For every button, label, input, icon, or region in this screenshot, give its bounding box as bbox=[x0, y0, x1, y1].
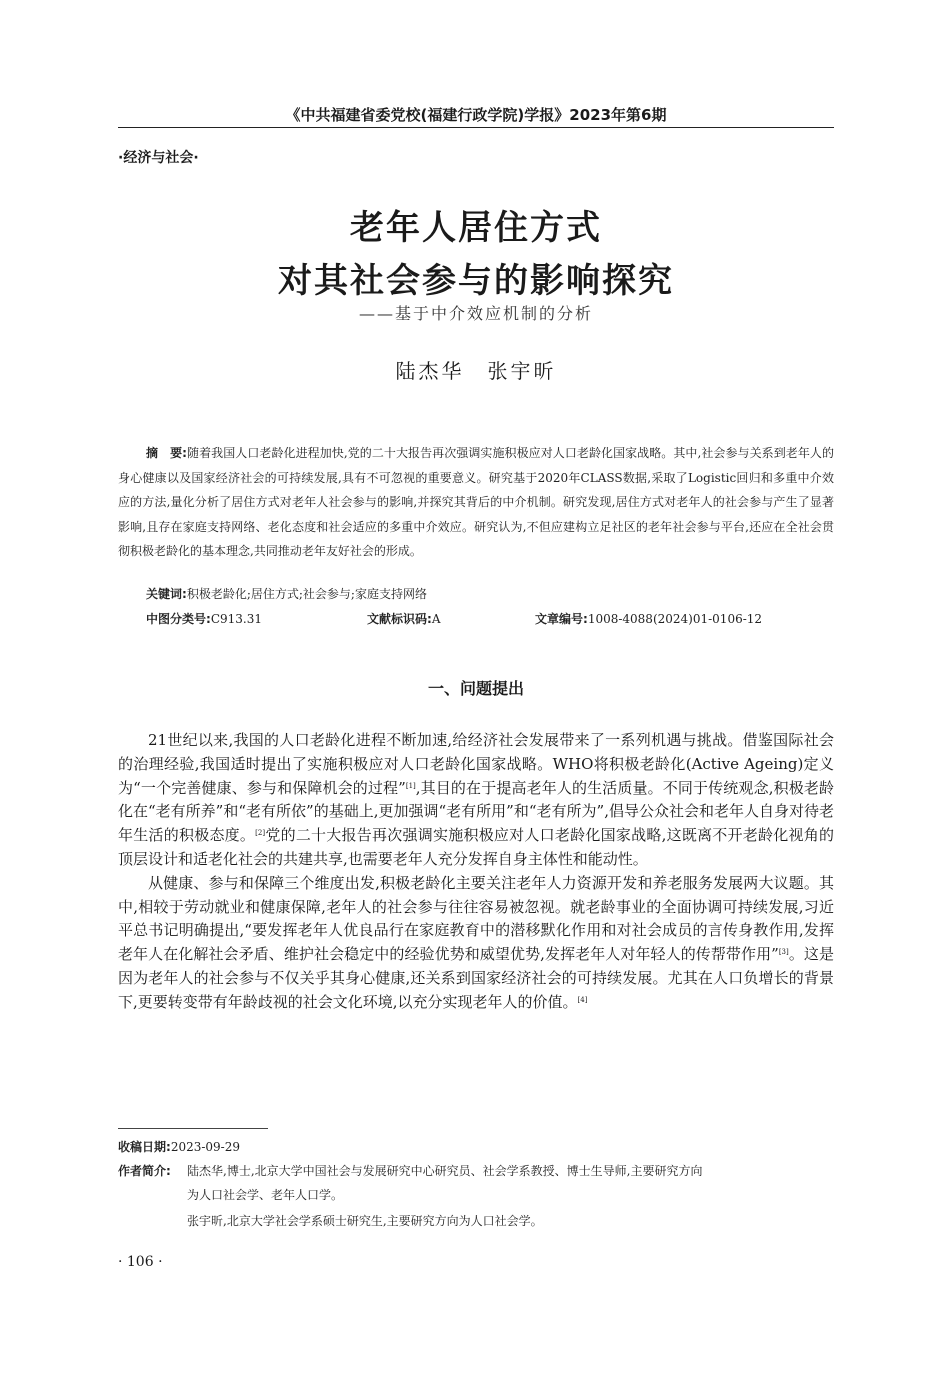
abstract-text: 随着我国人口老龄化进程加快,党的二十大报告再次强调实施积极应对人口老龄化国家战略。其中,社会参与关系到老年人的身心健康以及国家经济社会的可持续发展,具有不可忽视的重要意义。研究基于2020年CLASS数据,采取了Logistic回归和多重中介效应的方法,量化分析了居住方式对老年人社会参与的影响,并探究其背后的中介机制。研究发现,居住方式对老年人的社会参与产生了显著影响,且存在家庭支持网络、老化态度和社会适应的多重中介效应。研究认为,不但应建构立足社区的老年社会参与平台,还应在全社会贯彻积极老龄化的基本理念,共同推动老年友好社会的形成。 bbox=[118, 446, 834, 558]
title-line-1: 老年人居住方式 bbox=[350, 208, 602, 248]
document-code-value: A bbox=[431, 612, 441, 626]
section-tag: ·经济与社会· bbox=[118, 150, 199, 166]
received-date bbox=[118, 1138, 240, 1155]
subtitle: ——基于中介效应机制的分析 bbox=[358, 304, 593, 323]
received-value: 2023-09-29 bbox=[170, 1140, 240, 1154]
author-bio-2: 张宇昕,北京大学社会学系硕士研究生,主要研究方向为人口社会学。 bbox=[187, 1214, 543, 1228]
article-number-value: 1008-4088(2024)01-0106-12 bbox=[587, 612, 763, 626]
footnote-divider bbox=[118, 1128, 268, 1129]
page-number: · 106 · bbox=[118, 1254, 163, 1270]
received-label: 收稿日期: bbox=[118, 1140, 171, 1154]
citation: [2] bbox=[255, 829, 266, 838]
document-code-label: 文献标识码: bbox=[367, 612, 432, 626]
paragraph: 21世纪以来,我国的人口老龄化进程不断加速,给经济社会发展带来了一系列机遇与挑战。借鉴国际社会的治理经验,我国适时提出了实施积极应对人口老龄化国家战略。WHO将积极老龄化(Active Ageing)定义为“一个完善健康、参与和保障机会的过程”[1],其目的在于提高老年人的生活质量。不同于传统观念,积极老龄化在“老有所养”和“老有所依”的基础上,更加强调“老有所用”和“老有所为”,倡导公众社会和老年人自身对待老年生活的积极态度。[2]党的二十大报告再次强调实施积极应对人口老龄化国家战略,这既离不开老龄化视角的顶层设计和适老化社会的共建共享,也需要老年人充分发挥自身主体性和能动性。 bbox=[118, 731, 834, 868]
author-bio-1-line-1: 陆杰华,博士,北京大学中国社会与发展研究中心研究员、社会学系教授、博士生导师,主要研究方向 bbox=[187, 1164, 703, 1178]
header-divider bbox=[118, 127, 834, 128]
citation: [1] bbox=[405, 781, 416, 790]
paragraph: 从健康、参与和保障三个维度出发,积极老龄化主要关注老年人力资源开发和养老服务发展两大议题。其中,相较于劳动就业和健康保障,老年人的社会参与往往容易被忽视。就老龄事业的全面协调可持续发展,习近平总书记明确提出,“要发挥老年人优良品行在家庭教育中的潜移默化作用和对社会成员的言传身教作用,发挥老年人在化解社会矛盾、维护社会稳定中的经验优势和威望优势,发挥老年人对年轻人的传帮带作用”[3]。这是因为老年人的社会参与不仅关乎其身心健康,还关系到国家经济社会的可持续发展。尤其在人口负增长的背景下,更要转变带有年龄歧视的社会文化环境,以充分实现老年人的价值。[4] bbox=[118, 873, 834, 1011]
citation: [4] bbox=[577, 995, 588, 1004]
citation: [3] bbox=[778, 948, 789, 957]
article-number-label: 文章编号: bbox=[535, 612, 588, 626]
keywords-text: 积极老龄化;居住方式;社会参与;家庭支持网络 bbox=[186, 587, 427, 601]
article-number bbox=[535, 610, 762, 627]
section-heading: 一、问题提出 bbox=[427, 679, 524, 698]
body-text bbox=[118, 729, 834, 1015]
keywords-label: 关键词: bbox=[146, 587, 187, 601]
document-code bbox=[367, 610, 440, 627]
authors: 陆杰华 张宇昕 bbox=[395, 359, 557, 383]
author-bio-label: 作者简介: bbox=[118, 1164, 171, 1178]
author-bio-1-line-2: 为人口社会学、老年人口学。 bbox=[187, 1188, 344, 1202]
abstract bbox=[118, 441, 834, 564]
title-line-2: 对其社会参与的影响探究 bbox=[278, 261, 674, 301]
clc-label: 中图分类号: bbox=[146, 612, 211, 626]
abstract-label: 摘 要: bbox=[146, 446, 187, 460]
clc-value: C913.31 bbox=[210, 612, 262, 626]
clc-number bbox=[146, 610, 262, 627]
keywords bbox=[146, 585, 427, 602]
journal-header: 《中共福建省委党校(福建行政学院)学报》2023年第6期 bbox=[285, 106, 667, 124]
